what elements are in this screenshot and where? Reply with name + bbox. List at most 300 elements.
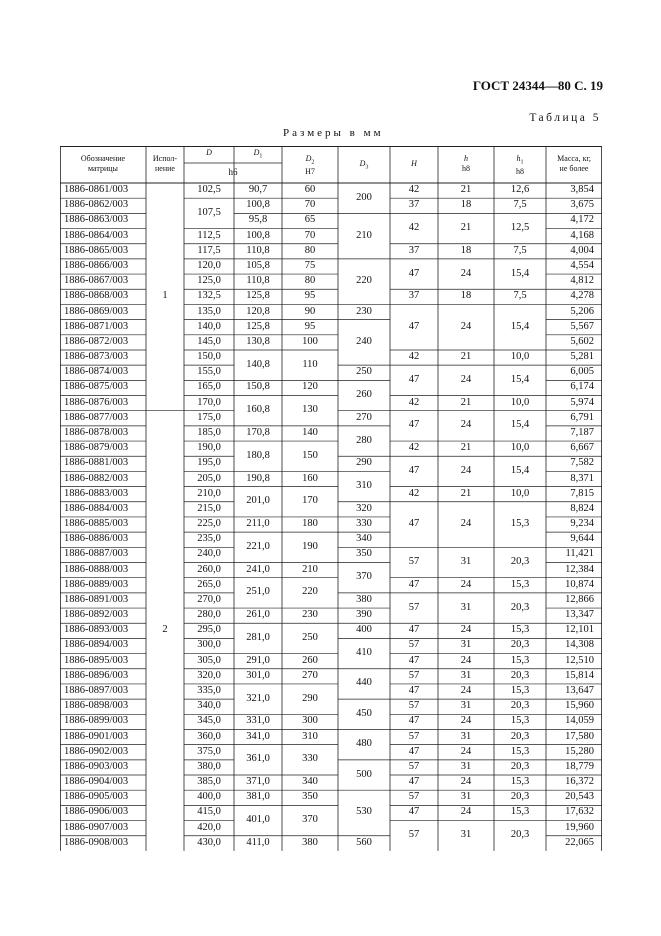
- d1-cell: 241,0: [246, 563, 270, 575]
- d-cell: 335,0: [197, 685, 221, 697]
- d-cell: 400,0: [197, 791, 221, 803]
- d1-cell: 190,8: [246, 472, 270, 484]
- h1-cell: 12,6: [510, 184, 530, 196]
- d3-cell: 250: [356, 366, 372, 378]
- mass-cell: 12,866: [565, 593, 594, 605]
- d2-cell: 260: [302, 654, 318, 666]
- h1-cell: 15,4: [510, 320, 530, 332]
- d1-cell: 411,0: [246, 836, 270, 848]
- h-height-cell: 47: [408, 419, 420, 431]
- d3-cell: 350: [356, 548, 372, 560]
- h-height-cell: 42: [408, 487, 420, 499]
- header-D3: $D_3$: [359, 159, 369, 171]
- d2-cell: 300: [302, 715, 318, 727]
- designation-cell: 1886-0889/003: [64, 578, 129, 590]
- h1-cell: 20,3: [510, 700, 530, 712]
- d-cell: 170,0: [197, 396, 221, 408]
- h1-cell: 10,0: [510, 487, 530, 499]
- designation-cell: 1886-0876/003: [64, 396, 129, 408]
- d-cell: 195,0: [197, 457, 221, 469]
- h-cell: 31: [460, 791, 472, 803]
- h-height-cell: 57: [408, 556, 420, 567]
- h-cell: 24: [460, 624, 472, 636]
- d2-cell: 90: [304, 305, 316, 317]
- d1-cell: 201,0: [246, 495, 270, 507]
- designation-cell: 1886-0867/003: [64, 275, 129, 287]
- d1-cell: 95,8: [248, 214, 268, 226]
- d-cell: 300,0: [197, 639, 221, 651]
- d2-cell: 250: [302, 631, 318, 643]
- d2-cell: 340: [302, 776, 318, 788]
- h1-cell: 15,3: [510, 685, 530, 697]
- d3-cell: 230: [356, 305, 372, 317]
- h1-cell: 15,3: [510, 806, 530, 818]
- h-cell: 24: [460, 745, 472, 757]
- designation-cell: 1886-0898/003: [64, 700, 129, 712]
- d2-cell: 80: [304, 244, 316, 256]
- d1-cell: 100,8: [246, 199, 270, 211]
- mass-cell: 14,308: [565, 639, 594, 651]
- h-cell: 31: [460, 556, 472, 567]
- h-height-cell: 47: [408, 320, 420, 332]
- d2-cell: 130: [302, 404, 318, 416]
- header-h1: $h_1$ h8: [516, 154, 524, 177]
- d3-cell: 220: [356, 275, 372, 287]
- mass-cell: 12,101: [565, 624, 594, 636]
- d-cell: 380,0: [197, 760, 221, 772]
- d1-cell: 361,0: [246, 753, 270, 765]
- h-height-cell: 57: [408, 639, 420, 651]
- h-cell: 24: [460, 267, 472, 279]
- d1-cell: 125,8: [246, 320, 270, 332]
- d1-cell: 211,0: [246, 518, 270, 530]
- mass-cell: 9,234: [570, 518, 594, 530]
- h-height-cell: 57: [408, 669, 420, 681]
- d-cell: 305,0: [197, 654, 221, 666]
- mass-cell: 17,632: [565, 806, 594, 818]
- h1-cell: 20,3: [510, 639, 530, 651]
- designation-cell: 1886-0893/003: [64, 624, 129, 636]
- d2-cell: 75: [304, 259, 316, 271]
- h-height-cell: 57: [408, 700, 420, 712]
- d-cell: 125,0: [197, 275, 221, 287]
- designation-cell: 1886-0891/003: [64, 593, 129, 605]
- d-cell: 175,0: [197, 411, 221, 423]
- d2-cell: 290: [302, 692, 318, 704]
- header-D2: $D_2$ H7: [305, 154, 315, 177]
- designation-cell: 1886-0871/003: [64, 320, 129, 332]
- d-cell: 165,0: [197, 381, 221, 393]
- d-cell: 215,0: [197, 502, 221, 514]
- d-cell: 155,0: [197, 366, 221, 378]
- mass-cell: 10,874: [565, 578, 594, 590]
- d1-cell: 371,0: [246, 776, 270, 788]
- d3-cell: 280: [356, 434, 372, 446]
- d-cell: 415,0: [197, 806, 221, 818]
- d1-cell: 150,8: [246, 381, 270, 393]
- h-cell: 24: [460, 464, 472, 476]
- d2-cell: 70: [304, 229, 316, 241]
- designation-cell: 1886-0864/003: [64, 229, 129, 241]
- designation-cell: 1886-0894/003: [64, 639, 129, 651]
- designation-cell: 1886-0888/003: [64, 563, 129, 575]
- d-cell: 210,0: [197, 487, 221, 499]
- page-header: ГОСТ 24344—80 С. 19: [472, 78, 603, 93]
- d1-cell: 321,0: [246, 692, 270, 704]
- mass-cell: 7,582: [570, 457, 594, 469]
- h-cell: 31: [460, 829, 472, 841]
- d-cell: 265,0: [197, 578, 221, 590]
- mass-cell: 14,059: [565, 715, 594, 727]
- h1-cell: 15,3: [510, 578, 530, 590]
- mass-cell: 4,554: [570, 259, 594, 271]
- d3-cell: 390: [356, 609, 372, 621]
- mass-cell: 6,791: [570, 411, 594, 423]
- mass-cell: 5,602: [570, 335, 594, 347]
- h-cell: 21: [460, 351, 472, 363]
- h1-cell: 15,3: [510, 624, 530, 636]
- mass-cell: 6,174: [570, 381, 594, 393]
- designation-cell: 1886-0887/003: [64, 548, 129, 560]
- mass-cell: 15,960: [565, 700, 594, 712]
- designation-cell: 1886-0901/003: [64, 730, 129, 742]
- d-cell: 270,0: [197, 593, 221, 605]
- d2-cell: 270: [302, 669, 318, 681]
- d2-cell: 140: [302, 426, 318, 438]
- d-cell: 420,0: [197, 821, 221, 833]
- d2-cell: 95: [304, 320, 316, 332]
- mass-cell: 12,510: [565, 654, 594, 666]
- d-cell: 132,5: [197, 290, 221, 302]
- header-version: Испол- нение: [152, 154, 178, 173]
- mass-cell: 9,644: [570, 533, 594, 545]
- h-height-cell: 47: [408, 578, 420, 590]
- h1-cell: 20,3: [510, 556, 530, 567]
- h-cell: 31: [460, 639, 472, 651]
- d1-cell: 160,8: [246, 404, 270, 416]
- h-height-cell: 47: [408, 715, 420, 727]
- designation-cell: 1886-0872/003: [64, 335, 129, 347]
- mass-cell: 4,278: [570, 290, 594, 302]
- d2-cell: 180: [302, 518, 318, 530]
- h1-cell: 15,4: [510, 267, 530, 279]
- d2-cell: 170: [302, 495, 318, 507]
- designation-cell: 1886-0862/003: [64, 199, 129, 211]
- h-cell: 31: [460, 730, 472, 742]
- d3-cell: 500: [356, 768, 372, 780]
- h-height-cell: 47: [408, 464, 420, 476]
- d2-cell: 95: [304, 290, 316, 302]
- d3-cell: 210: [356, 229, 372, 241]
- d1-cell: 110,8: [246, 244, 270, 256]
- designation-cell: 1886-0904/003: [64, 776, 129, 788]
- d-cell: 112,5: [197, 229, 221, 241]
- d1-cell: 110,8: [246, 275, 270, 287]
- d1-cell: 381,0: [246, 791, 270, 803]
- h1-cell: 15,4: [510, 464, 530, 476]
- d2-cell: 370: [302, 814, 318, 826]
- h1-cell: 12,5: [510, 222, 530, 234]
- d2-cell: 65: [304, 214, 316, 226]
- mass-cell: 5,281: [570, 351, 594, 363]
- mass-cell: 11,421: [565, 548, 594, 560]
- designation-cell: 1886-0892/003: [64, 609, 129, 621]
- h-cell: 24: [460, 419, 472, 431]
- designation-cell: 1886-0897/003: [64, 685, 129, 697]
- h1-cell: 15,4: [510, 373, 530, 385]
- h-cell: 24: [460, 320, 472, 332]
- d-cell: 430,0: [197, 836, 221, 848]
- d-cell: 205,0: [197, 472, 221, 484]
- mass-cell: 3,854: [570, 184, 594, 196]
- designation-cell: 1886-0878/003: [64, 426, 129, 438]
- d-cell: 240,0: [197, 548, 221, 560]
- d3-cell: 340: [356, 533, 372, 545]
- h-height-cell: 57: [408, 730, 420, 742]
- header-D: D: [206, 148, 212, 157]
- d1-cell: 341,0: [246, 730, 270, 742]
- designation-cell: 1886-0905/003: [64, 791, 129, 803]
- d1-cell: 140,8: [246, 358, 270, 370]
- h-height-cell: 47: [408, 776, 420, 788]
- d-cell: 120,0: [197, 259, 221, 271]
- d3-cell: 310: [356, 480, 372, 492]
- h-cell: 31: [460, 669, 472, 681]
- header-h: h h8: [462, 154, 470, 173]
- units-caption: Размеры в мм: [283, 127, 384, 139]
- designation-cell: 1886-0908/003: [64, 836, 129, 848]
- h-cell: 18: [460, 199, 472, 211]
- h1-cell: 15,4: [510, 419, 530, 431]
- header-h6: h6: [228, 167, 238, 177]
- header-H: H: [411, 159, 417, 168]
- d-cell: 185,0: [197, 426, 221, 438]
- h1-cell: 10,0: [510, 442, 530, 454]
- d2-cell: 160: [302, 472, 318, 484]
- h-cell: 24: [460, 518, 472, 530]
- mass-cell: 13,347: [565, 609, 594, 621]
- d3-cell: 270: [356, 411, 372, 423]
- designation-cell: 1886-0885/003: [64, 518, 129, 530]
- d1-cell: 301,0: [246, 669, 270, 681]
- d3-cell: 560: [356, 836, 372, 848]
- d3-cell: 380: [356, 593, 372, 605]
- header-designation: Обозначение матрицы: [80, 154, 126, 173]
- mass-cell: 4,172: [570, 214, 594, 226]
- d3-cell: 450: [356, 707, 372, 719]
- d3-cell: 290: [356, 457, 372, 469]
- d1-cell: 281,0: [246, 631, 270, 643]
- h-cell: 21: [460, 487, 472, 499]
- d3-cell: 440: [356, 677, 372, 689]
- mass-cell: 16,372: [565, 776, 594, 788]
- h1-cell: 20,3: [510, 669, 530, 681]
- d3-cell: 320: [356, 502, 372, 514]
- d2-cell: 190: [302, 540, 318, 552]
- d1-cell: 180,8: [246, 449, 270, 461]
- d3-cell: 260: [356, 389, 372, 401]
- dimensions-table: [60, 146, 602, 856]
- h-height-cell: 42: [408, 184, 420, 196]
- designation-cell: 1886-0902/003: [64, 745, 129, 757]
- d-cell: 280,0: [197, 609, 221, 621]
- h-cell: 21: [460, 442, 472, 454]
- designation-cell: 1886-0869/003: [64, 305, 129, 317]
- mass-cell: 4,812: [570, 275, 594, 287]
- d-cell: 320,0: [197, 669, 221, 681]
- d3-cell: 370: [356, 571, 372, 583]
- d1-cell: 401,0: [246, 814, 270, 826]
- d3-cell: 200: [356, 191, 372, 203]
- header-D1: $D_1$: [253, 148, 263, 160]
- d-cell: 135,0: [197, 305, 221, 317]
- h-height-cell: 47: [408, 654, 420, 666]
- mass-cell: 12,384: [565, 563, 594, 575]
- d1-cell: 261,0: [246, 609, 270, 621]
- designation-cell: 1886-0865/003: [64, 244, 129, 256]
- h-cell: 24: [460, 776, 472, 788]
- designation-cell: 1886-0895/003: [64, 654, 129, 666]
- h1-cell: 20,3: [510, 760, 530, 772]
- d3-cell: 480: [356, 738, 372, 750]
- designation-cell: 1886-0907/003: [64, 821, 129, 833]
- designation-cell: 1886-0874/003: [64, 366, 129, 378]
- designation-cell: 1886-0896/003: [64, 669, 129, 681]
- h1-cell: 15,3: [510, 654, 530, 666]
- h-height-cell: 42: [408, 396, 420, 408]
- h1-cell: 15,3: [510, 518, 530, 530]
- designation-cell: 1886-0899/003: [64, 715, 129, 727]
- mass-cell: 4,168: [570, 229, 594, 241]
- d2-cell: 60: [304, 184, 316, 196]
- table-label: Таблица 5: [529, 112, 601, 124]
- h-cell: 31: [460, 760, 472, 772]
- h-cell: 21: [460, 396, 472, 408]
- mass-cell: 4,004: [570, 244, 594, 256]
- d-cell: 295,0: [197, 624, 221, 636]
- d3-cell: 410: [356, 647, 372, 659]
- d2-cell: 310: [302, 730, 318, 742]
- h-cell: 24: [460, 373, 472, 385]
- mass-cell: 5,567: [570, 320, 594, 332]
- h-height-cell: 42: [408, 222, 420, 234]
- d-cell: 140,0: [197, 320, 221, 332]
- d1-cell: 130,8: [246, 335, 270, 347]
- h1-cell: 10,0: [510, 396, 530, 408]
- d3-cell: 330: [356, 518, 372, 530]
- d-cell: 340,0: [197, 700, 221, 712]
- d-cell: 375,0: [197, 745, 221, 757]
- designation-cell: 1886-0903/003: [64, 760, 129, 772]
- d1-cell: 125,8: [246, 290, 270, 302]
- d-cell: 117,5: [197, 244, 221, 256]
- mass-cell: 6,005: [570, 366, 594, 378]
- d1-cell: 120,8: [246, 305, 270, 317]
- d2-cell: 100: [302, 335, 318, 347]
- d-cell: 107,5: [197, 206, 221, 218]
- h-height-cell: 42: [408, 442, 420, 454]
- d3-cell: 400: [356, 624, 372, 636]
- designation-cell: 1886-0879/003: [64, 442, 129, 454]
- d-cell: 145,0: [197, 335, 221, 347]
- h1-cell: 7,5: [513, 199, 527, 211]
- d3-cell: 530: [356, 806, 372, 818]
- d2-cell: 70: [304, 199, 316, 211]
- d2-cell: 220: [302, 586, 318, 598]
- h-height-cell: 57: [408, 760, 420, 772]
- h1-cell: 20,3: [510, 829, 530, 841]
- d2-cell: 380: [302, 836, 318, 848]
- mass-cell: 7,815: [570, 487, 594, 499]
- mass-cell: 13,647: [565, 685, 594, 697]
- designation-cell: 1886-0868/003: [64, 290, 129, 302]
- h1-cell: 15,3: [510, 745, 530, 757]
- mass-cell: 6,667: [570, 442, 594, 454]
- h-height-cell: 47: [408, 745, 420, 757]
- h1-cell: 15,3: [510, 776, 530, 788]
- mass-cell: 18,779: [565, 760, 594, 772]
- h-cell: 21: [460, 222, 472, 234]
- d2-cell: 150: [302, 449, 318, 461]
- d-cell: 190,0: [197, 442, 221, 454]
- designation-cell: 1886-0886/003: [64, 533, 129, 545]
- d1-cell: 90,7: [248, 184, 268, 196]
- h1-cell: 10,0: [510, 351, 530, 363]
- h-height-cell: 47: [408, 624, 420, 636]
- h-height-cell: 57: [408, 791, 420, 803]
- d2-cell: 350: [302, 791, 318, 803]
- d-cell: 385,0: [197, 776, 221, 788]
- mass-cell: 8,824: [570, 502, 594, 514]
- h-height-cell: 37: [408, 290, 420, 302]
- h-height-cell: 37: [408, 199, 420, 211]
- h-height-cell: 47: [408, 806, 420, 818]
- h-height-cell: 47: [408, 373, 420, 385]
- h1-cell: 7,5: [513, 290, 527, 302]
- mass-cell: 8,371: [570, 472, 594, 484]
- mass-cell: 5,206: [570, 305, 594, 317]
- d1-cell: 105,8: [246, 259, 270, 271]
- h-cell: 31: [460, 601, 472, 613]
- mass-cell: 17,580: [565, 730, 594, 742]
- h-height-cell: 47: [408, 267, 420, 279]
- h-cell: 18: [460, 244, 472, 256]
- mass-cell: 15,280: [565, 745, 594, 757]
- h-height-cell: 37: [408, 244, 420, 256]
- version-cell: 2: [162, 624, 168, 636]
- mass-cell: 15,814: [565, 669, 594, 681]
- mass-cell: 5,974: [570, 396, 594, 408]
- d2-cell: 330: [302, 753, 318, 765]
- designation-cell: 1886-0906/003: [64, 806, 129, 818]
- mass-cell: 7,187: [570, 426, 594, 438]
- designation-cell: 1886-0877/003: [64, 411, 129, 423]
- mass-cell: 20,543: [565, 791, 594, 803]
- d2-cell: 230: [302, 609, 318, 621]
- designation-cell: 1886-0883/003: [64, 487, 129, 499]
- d-cell: 102,5: [197, 184, 221, 196]
- h1-cell: 7,5: [513, 244, 527, 256]
- h-cell: 18: [460, 290, 472, 302]
- designation-cell: 1886-0866/003: [64, 259, 129, 271]
- designation-cell: 1886-0873/003: [64, 351, 129, 363]
- d1-cell: 251,0: [246, 586, 270, 598]
- version-cell: 1: [162, 290, 168, 302]
- d-cell: 235,0: [197, 533, 221, 545]
- h-height-cell: 42: [408, 351, 420, 363]
- designation-cell: 1886-0884/003: [64, 502, 129, 514]
- h-height-cell: 47: [408, 518, 420, 530]
